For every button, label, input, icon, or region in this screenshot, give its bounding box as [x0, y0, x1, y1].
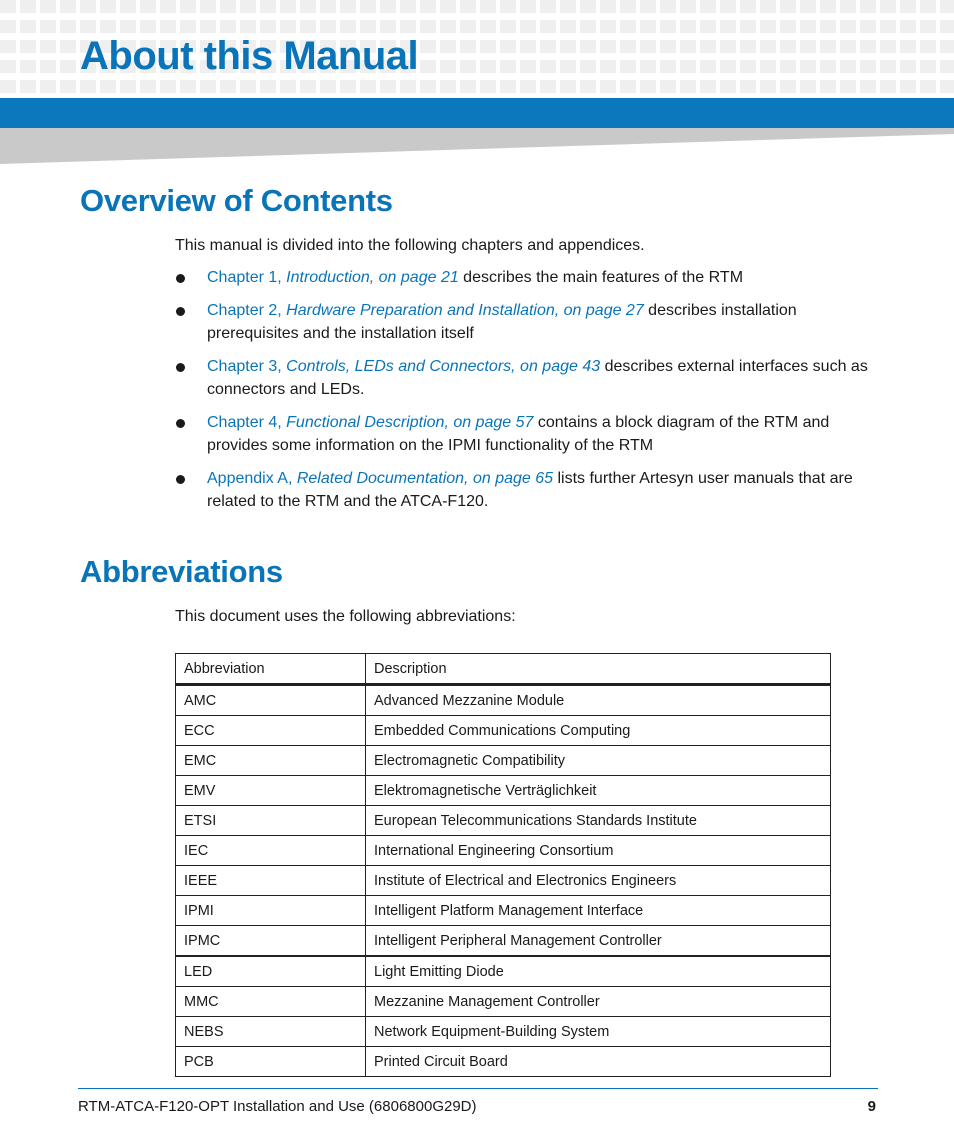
- page-title: About this Manual: [80, 34, 419, 78]
- description-cell: European Telecommunications Standards Institute: [366, 806, 831, 836]
- abbreviation-cell: AMC: [176, 685, 366, 716]
- abbreviation-cell: IEEE: [176, 866, 366, 896]
- description-cell: Advanced Mezzanine Module: [366, 685, 831, 716]
- description-cell: Network Equipment-Building System: [366, 1017, 831, 1047]
- table-header-row: [176, 654, 831, 685]
- footer-document-name: RTM-ATCA-F120-OPT Installation and Use (6806800G29D): [78, 1098, 477, 1115]
- abbreviation-cell: ETSI: [176, 806, 366, 836]
- table-row: [176, 956, 831, 987]
- list-item: Chapter 2, Hardware Preparation and Installation, on page 27 describes installation prerequisites and the installation itself: [175, 299, 875, 345]
- header-grey-swoosh: [0, 128, 954, 164]
- column-header-abbreviation: Abbreviation: [176, 654, 366, 685]
- table-row: [176, 836, 831, 866]
- description-cell: Printed Circuit Board: [366, 1047, 831, 1077]
- chapter-link[interactable]: Chapter 4, Functional Description, on page 57: [207, 414, 534, 431]
- footer-rule: [78, 1088, 878, 1089]
- bullet-icon: [176, 274, 185, 283]
- bullet-icon: [176, 475, 185, 484]
- description-cell: Intelligent Platform Management Interface: [366, 896, 831, 926]
- column-header-description: Description: [366, 654, 831, 685]
- appendix-link[interactable]: Appendix A, Related Documentation, on page 65: [207, 470, 554, 487]
- description-cell: Elektromagnetische Verträglichkeit: [366, 776, 831, 806]
- bullet-icon: [176, 363, 185, 372]
- table-row: [176, 806, 831, 836]
- table-row: [176, 716, 831, 746]
- abbreviation-cell: PCB: [176, 1047, 366, 1077]
- abbreviation-cell: IPMI: [176, 896, 366, 926]
- chapter-link[interactable]: Chapter 3, Controls, LEDs and Connectors, on page 43: [207, 358, 601, 375]
- bullet-icon: [176, 419, 185, 428]
- overview-intro: This manual is divided into the following chapters and appendices.: [175, 237, 645, 254]
- overview-heading: Overview of Contents: [80, 183, 393, 218]
- table-row: [176, 1017, 831, 1047]
- description-cell: Intelligent Peripheral Management Controller: [366, 926, 831, 957]
- table-row: [176, 1047, 831, 1077]
- table-row: [176, 776, 831, 806]
- abbreviation-cell: NEBS: [176, 1017, 366, 1047]
- abbreviations-heading: Abbreviations: [80, 554, 283, 589]
- abbreviation-cell: IEC: [176, 836, 366, 866]
- chapter-link[interactable]: Chapter 1, Introduction, on page 21: [207, 269, 459, 286]
- table-row: [176, 926, 831, 957]
- table-row: [176, 866, 831, 896]
- list-item: Chapter 1, Introduction, on page 21 describes the main features of the RTM: [175, 266, 875, 289]
- description-cell: Electromagnetic Compatibility: [366, 746, 831, 776]
- abbreviation-cell: EMC: [176, 746, 366, 776]
- list-item: Chapter 4, Functional Description, on page 57 contains a block diagram of the RTM and provides some information on the IPMI functionality of the RTM: [175, 411, 875, 457]
- abbreviations-intro: This document uses the following abbreviations:: [175, 608, 516, 625]
- abbreviations-table: [175, 653, 831, 1077]
- abbreviation-cell: ECC: [176, 716, 366, 746]
- abbreviation-cell: LED: [176, 956, 366, 987]
- table-row: [176, 685, 831, 716]
- description-cell: Institute of Electrical and Electronics Engineers: [366, 866, 831, 896]
- bullet-icon: [176, 307, 185, 316]
- description-cell: Light Emitting Diode: [366, 956, 831, 987]
- chapter-list: [175, 266, 875, 523]
- chapter-link[interactable]: Chapter 2, Hardware Preparation and Installation, on page 27: [207, 302, 644, 319]
- description-cell: Mezzanine Management Controller: [366, 987, 831, 1017]
- description-cell: International Engineering Consortium: [366, 836, 831, 866]
- abbreviation-cell: MMC: [176, 987, 366, 1017]
- header-blue-band: [0, 98, 954, 128]
- table-row: [176, 896, 831, 926]
- description-cell: Embedded Communications Computing: [366, 716, 831, 746]
- list-item: Chapter 3, Controls, LEDs and Connectors, on page 43 describes external interfaces such as connectors and LEDs.: [175, 355, 875, 401]
- abbreviation-cell: IPMC: [176, 926, 366, 957]
- footer-page-number: 9: [867, 1098, 876, 1115]
- table-row: [176, 746, 831, 776]
- list-item: Appendix A, Related Documentation, on page 65 lists further Artesyn user manuals that are related to the RTM and the ATCA-F120.: [175, 467, 875, 513]
- table-row: [176, 987, 831, 1017]
- abbreviation-cell: EMV: [176, 776, 366, 806]
